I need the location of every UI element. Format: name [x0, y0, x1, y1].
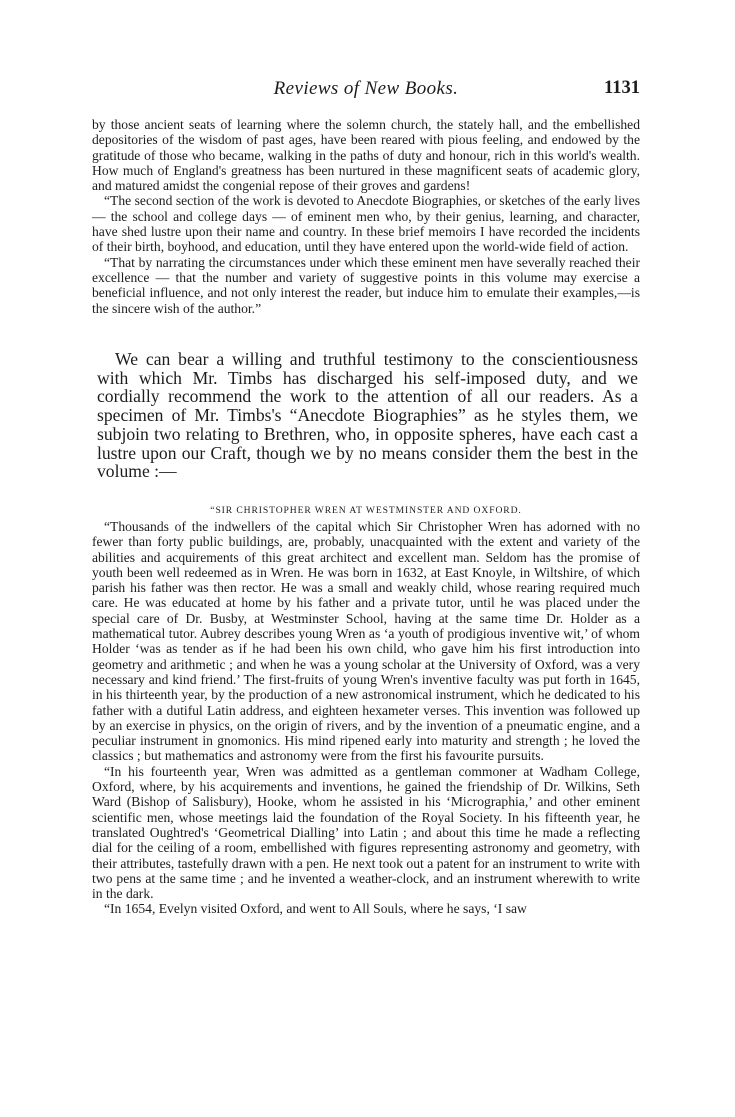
running-head [92, 78, 640, 102]
review-text [97, 350, 638, 481]
excerpt-paragraph: “In his fourteenth year, Wren was admitted as a gentleman commoner at Wadham College, Oxford, where, by his acquirements and inventions, he gained the friendship of Dr. Wilkins, Seth Ward (Bishop of Salisbury), Hooke, whom he assisted in his ‘Micrographia,’ and other eminent scientific men, whose meetings laid the foundation of the Royal Society. In his fifteenth year, he translated Oughtred's ‘Geometrical Dialling’ into Latin ; and about this time he made a reflecting dial for the ceiling of a room, embellished with figures representing astronomy and geometry, with their attributes, tastefully drawn with a pen. He next took out a patent for an instrument to write with two pens at the same time ; and he invented a weather-clock, and an instrument wherewith to write in the dark. [92, 763, 640, 902]
excerpt-paragraph: “Thousands of the indwellers of the capital which Sir Christopher Wren has adorned with no fewer than forty public buildings, are, probably, unacquainted with the extent and variety of the abilities and acquirements of this great architect and excellent man. Seldom has the promise of youth been well redeemed as in Wren. He was born in 1632, at East Knoyle, in Wiltshire, of which parish his father was then rector. He was a small and weakly child, whose rearing required much care. He was educated at home by his father and a private tutor, until he was placed under the special care of Dr. Busby, at Westminster School, having at the same time Dr. Holder as a mathematical tutor. Aubrey describes young Wren as ‘a youth of prodigious inventive wit,’ of whom Holder ‘was as tender as if he had been his own child, who gave him his first introduction into geometry and arithmetic ; and when he was a young scholar at the University of Oxford, was a very necessary and kind friend.’ The first-fruits of young Wren's inventive faculty was put forth in 1645, in his thirteenth year, by the production of a new astronomical instrument, which he dedicated to his father with a dutiful Latin address, and eighteen hexameter verses. This invention was followed up by an exercise in physics, on the origin of rivers, and by the invention of a pneumatic engine, and a peculiar instrument in gnomonics. His mind ripened early into maturity and strength ; he loved the classics ; but mathematics and astronomy were from the first his favourite pursuits. [92, 519, 640, 764]
running-title: Reviews of New Books. [273, 78, 459, 99]
wren-excerpt [92, 519, 640, 917]
quoted-preface [92, 117, 640, 316]
excerpt-paragraph: “In 1654, Evelyn visited Oxford, and went to All Souls, where he says, ‘I saw [104, 901, 527, 917]
review-paragraph: We can bear a willing and truthful testimony to the conscientiousness with which Mr. Timbs has discharged his self-imposed duty, and we cordially recommend the work to the attention of all our readers. As a specimen of Mr. Timbs's “Anecdote Biographies” as he styles them, we subjoin two relating to Brethren, who, in opposite spheres, have each cast a lustre upon our Craft, though we by no means consider them the best in the volume :— [97, 349, 638, 482]
quote-paragraph: “The second section of the work is devoted to Anecdote Biographies, or sketches of the early lives — the school and college days — of eminent men who, by their genius, learning, and character, have shed lustre upon their name and country. In these brief memoirs I have recorded the incidents of their birth, boyhood, and education, until they have entered upon the world-wide field of action. [92, 193, 640, 255]
quote-paragraph: “That by narrating the circumstances under which these eminent men have severally reached their excellence — that the number and variety of suggestive points in this volume may exercise a beneficial influence, and not only interest the reader, but induce him to emulate their examples,—is the sincere wish of the author.” [92, 254, 640, 316]
section-heading: “SIR CHRISTOPHER WREN AT WESTMINSTER AND OXFORD. [210, 505, 522, 516]
quote-paragraph: by those ancient seats of learning where the solemn church, the stately hall, and the embellished depositories of the wisdom of past ages, have been reared with pious feeling, and endowed by the gratitude of those who became, walking in the paths of duty and honour, rich in this world's wealth. How much of England's greatness has been nurtured in these magnificent seats of academic glory, and matured amidst the congenial repose of their groves and gardens! [92, 117, 640, 194]
page-number: 1131 [604, 78, 640, 98]
